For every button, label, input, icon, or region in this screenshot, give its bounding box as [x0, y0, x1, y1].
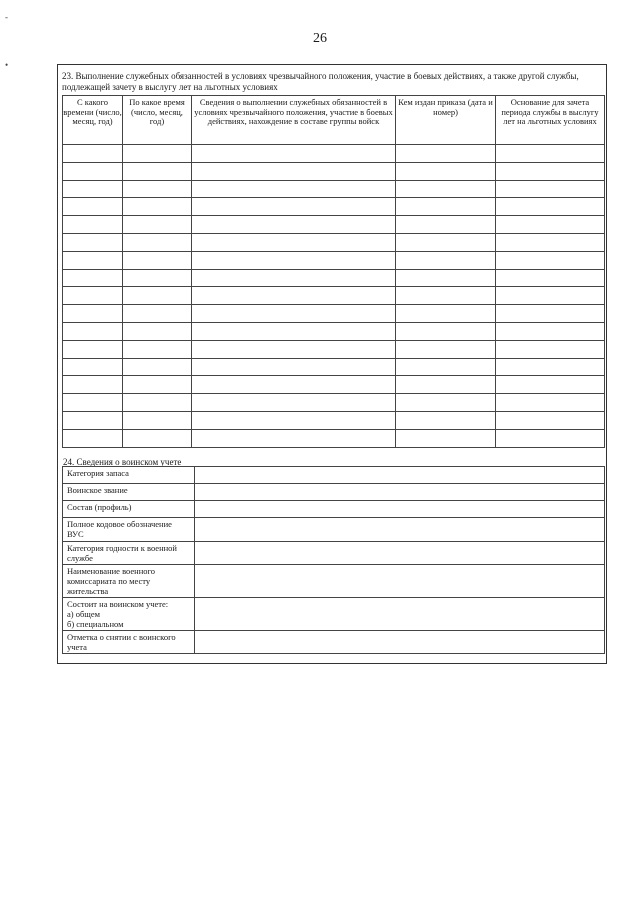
table-row [63, 305, 605, 323]
table-cell[interactable] [123, 162, 192, 180]
table-cell[interactable] [396, 394, 496, 412]
table-cell[interactable] [192, 269, 396, 287]
table-cell[interactable] [123, 429, 192, 447]
table-row [63, 518, 605, 542]
table-cell[interactable] [63, 180, 123, 198]
table-cell[interactable] [63, 305, 123, 323]
table-cell[interactable] [192, 287, 396, 305]
table-row [63, 322, 605, 340]
table-cell[interactable] [396, 145, 496, 163]
table-cell[interactable] [63, 269, 123, 287]
table-cell[interactable] [396, 269, 496, 287]
table-cell[interactable] [63, 376, 123, 394]
field-value[interactable] [195, 484, 605, 501]
field-value[interactable] [195, 518, 605, 542]
table-cell[interactable] [496, 287, 605, 305]
field-label: Категория годности к военной службе [63, 542, 195, 565]
table-cell[interactable] [192, 376, 396, 394]
table-cell[interactable] [396, 180, 496, 198]
col-header-from-date: С какого времени (число, месяц, год) [63, 96, 123, 145]
table-cell[interactable] [192, 251, 396, 269]
table-cell[interactable] [123, 305, 192, 323]
table-cell[interactable] [396, 376, 496, 394]
field-label: Категория запаса [63, 467, 195, 484]
table-cell[interactable] [396, 233, 496, 251]
table-row [63, 598, 605, 631]
table-cell[interactable] [63, 394, 123, 412]
table-cell[interactable] [63, 287, 123, 305]
table-cell[interactable] [123, 358, 192, 376]
field-value[interactable] [195, 542, 605, 565]
table-row [63, 376, 605, 394]
table-cell[interactable] [396, 287, 496, 305]
table-row [63, 162, 605, 180]
table-cell[interactable] [63, 251, 123, 269]
table-cell[interactable] [192, 233, 396, 251]
table-cell[interactable] [123, 376, 192, 394]
table-cell[interactable] [63, 340, 123, 358]
table-cell[interactable] [496, 180, 605, 198]
table-row [63, 251, 605, 269]
col-header-service-details: Сведения о выполнении служебных обязанностей в условиях чрезвычайного положения, участие в боевых действиях, нахождение в составе группы войск [192, 96, 396, 145]
table-cell[interactable] [123, 287, 192, 305]
table-cell[interactable] [123, 394, 192, 412]
table-cell[interactable] [123, 251, 192, 269]
table-cell[interactable] [496, 394, 605, 412]
table-cell[interactable] [63, 216, 123, 234]
military-registration-table [62, 466, 605, 654]
table-cell[interactable] [63, 358, 123, 376]
table-cell[interactable] [63, 411, 123, 429]
table-row [63, 631, 605, 654]
field-value[interactable] [195, 631, 605, 654]
col-header-to-date: По какое время (число, месяц, год) [123, 96, 192, 145]
table-cell[interactable] [496, 216, 605, 234]
table-row [63, 429, 605, 447]
table-row [63, 565, 605, 598]
table-cell[interactable] [192, 394, 396, 412]
field-label: Воинское звание [63, 484, 195, 501]
table-row [63, 542, 605, 565]
field-value[interactable] [195, 467, 605, 484]
table-cell[interactable] [123, 145, 192, 163]
table-row [63, 340, 605, 358]
field-label: Состоит на воинском учете: а) общем б) специальном [63, 598, 195, 631]
table-cell[interactable] [123, 269, 192, 287]
table-row [63, 484, 605, 501]
table-cell[interactable] [192, 322, 396, 340]
table-cell[interactable] [192, 145, 396, 163]
service-conditions-table [62, 95, 605, 448]
table-cell[interactable] [496, 198, 605, 216]
table-cell[interactable] [63, 198, 123, 216]
table-cell[interactable] [123, 198, 192, 216]
field-label: Отметка о снятии с воинского учета [63, 631, 195, 654]
table-cell[interactable] [123, 216, 192, 234]
table-cell[interactable] [396, 358, 496, 376]
table-cell[interactable] [63, 429, 123, 447]
field-value[interactable] [195, 565, 605, 598]
table-cell[interactable] [63, 233, 123, 251]
field-value[interactable] [195, 501, 605, 518]
table-cell[interactable] [396, 340, 496, 358]
table-cell[interactable] [192, 340, 396, 358]
table-cell[interactable] [192, 198, 396, 216]
table-cell[interactable] [192, 216, 396, 234]
table-row [63, 198, 605, 216]
table-cell[interactable] [396, 322, 496, 340]
field-value[interactable] [195, 598, 605, 631]
col-header-basis: Основание для зачета периода службы в выслугу лет на льготных условиях [496, 96, 605, 145]
table-cell[interactable] [192, 162, 396, 180]
table-row [63, 467, 605, 484]
table-header-row [63, 96, 605, 145]
table-row [63, 287, 605, 305]
table-cell[interactable] [396, 305, 496, 323]
scan-mark-top: - [5, 12, 8, 22]
table-row [63, 394, 605, 412]
page-number: 26 [313, 31, 327, 46]
section-23-title: 23. Выполнение служебных обязанностей в условиях чрезвычайного положения, участие в боевых действиях, а также другой службы, подлежащей зачету в выслугу лет на льготных условиях [62, 71, 579, 92]
table-cell[interactable] [63, 322, 123, 340]
table-cell[interactable] [496, 233, 605, 251]
table-cell[interactable] [192, 411, 396, 429]
table-cell[interactable] [63, 162, 123, 180]
table-cell[interactable] [396, 429, 496, 447]
table-cell[interactable] [496, 340, 605, 358]
table-cell[interactable] [396, 216, 496, 234]
table-cell[interactable] [192, 180, 396, 198]
table-cell[interactable] [123, 233, 192, 251]
col-header-order-issuer: Кем издан приказа (дата и номер) [396, 96, 496, 145]
table-cell[interactable] [496, 376, 605, 394]
table-cell[interactable] [123, 411, 192, 429]
table-cell[interactable] [496, 411, 605, 429]
table-cell[interactable] [496, 429, 605, 447]
table-row [63, 411, 605, 429]
table-cell[interactable] [396, 198, 496, 216]
table-row [63, 501, 605, 518]
table-cell[interactable] [192, 429, 396, 447]
table-cell[interactable] [496, 269, 605, 287]
table-cell[interactable] [396, 251, 496, 269]
table-row [63, 180, 605, 198]
section-24-title: 24. Сведения о воинском учете [63, 457, 182, 467]
table-cell[interactable] [123, 180, 192, 198]
table-cell[interactable] [396, 162, 496, 180]
table-cell[interactable] [192, 305, 396, 323]
table-row [63, 145, 605, 163]
table-cell[interactable] [192, 358, 396, 376]
table-row [63, 216, 605, 234]
table-cell[interactable] [496, 322, 605, 340]
scan-mark-middle: • [5, 60, 9, 70]
table-row [63, 269, 605, 287]
table-row [63, 358, 605, 376]
field-label: Полное кодовое обозначение ВУС [63, 518, 195, 542]
table-row [63, 233, 605, 251]
table-cell[interactable] [396, 411, 496, 429]
table-cell[interactable] [123, 340, 192, 358]
field-label: Наименование военного комиссариата по месту жительства [63, 565, 195, 598]
table-cell[interactable] [496, 162, 605, 180]
field-label: Состав (профиль) [63, 501, 195, 518]
table-cell[interactable] [123, 322, 192, 340]
table-cell[interactable] [496, 251, 605, 269]
table-cell[interactable] [496, 358, 605, 376]
table-cell[interactable] [496, 305, 605, 323]
table-cell[interactable] [63, 145, 123, 163]
table-cell[interactable] [496, 145, 605, 163]
